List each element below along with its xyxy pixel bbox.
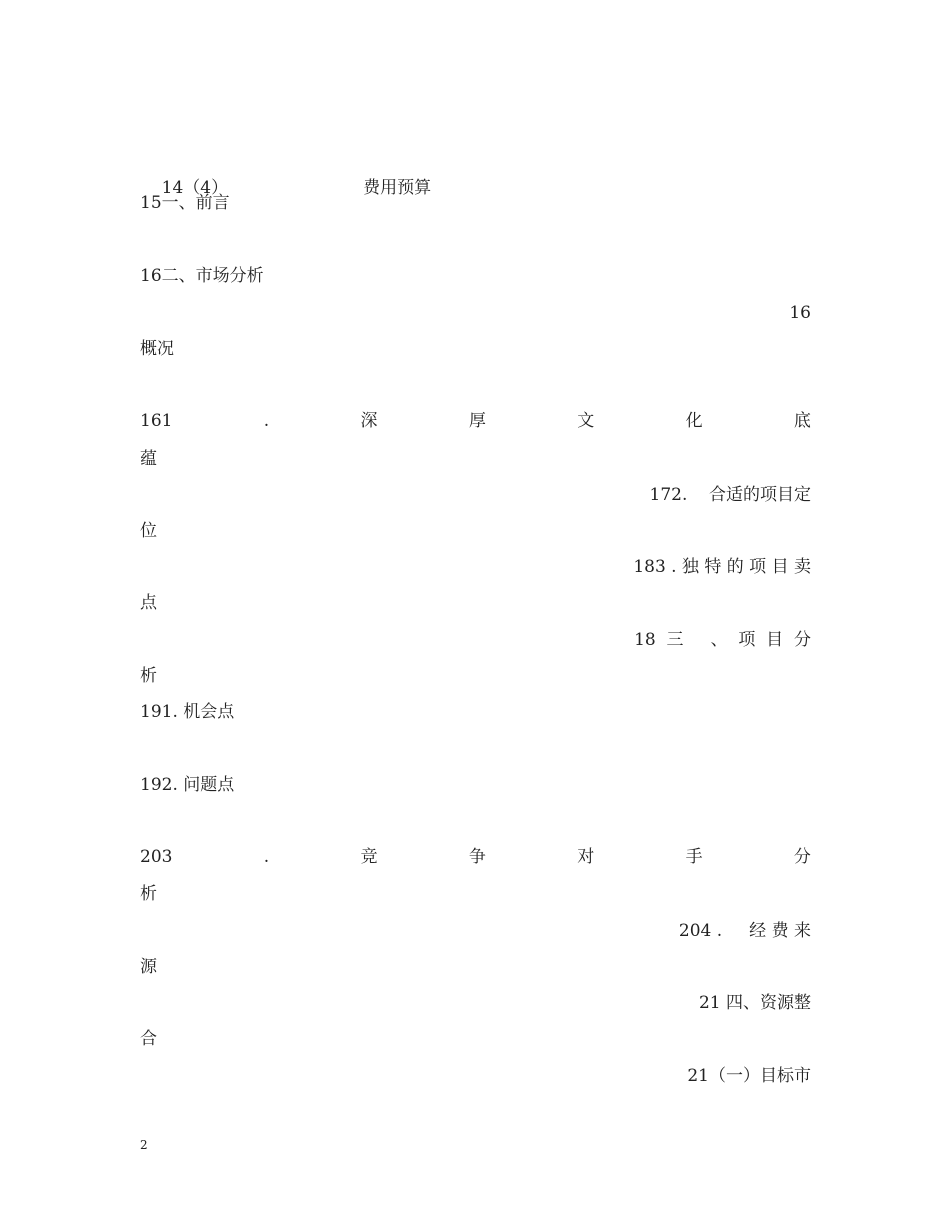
toc-entry-resources: 21 四、资源整	[698, 993, 811, 1013]
toc-entry-target-market: 21（一）目标市	[687, 1066, 811, 1086]
toc-entry-positioning: 172. 合适的项目定	[649, 485, 811, 505]
toc-token: 文	[577, 411, 595, 431]
toc-token: 手	[685, 847, 703, 867]
toc-entry-overview: 概况	[140, 339, 174, 359]
toc-token: 争	[468, 847, 486, 867]
toc-token: 厚	[468, 411, 486, 431]
toc-entry-problem: 192. 问题点	[140, 775, 235, 795]
toc-continuation: 点	[140, 593, 157, 613]
toc-entry-funding: 204 . 经 费 来	[678, 921, 811, 941]
toc-continuation: 位	[140, 521, 157, 541]
toc-entry-selling-point: 183 . 独 特 的 项 目 卖	[633, 557, 811, 577]
toc-token: 对	[577, 847, 595, 867]
toc-page-ref: 16	[789, 303, 811, 323]
toc-token: 深	[360, 411, 378, 431]
toc-entry-culture	[140, 410, 811, 432]
toc-token: .	[263, 847, 270, 867]
toc-token: 203	[140, 847, 173, 867]
toc-continuation: 蕴	[140, 449, 157, 469]
toc-continuation: 析	[140, 884, 157, 904]
toc-entry-project-analysis: 18 三 、 项 目 分	[634, 630, 811, 650]
toc-token: 分	[793, 847, 811, 867]
toc-entry-competitor	[140, 846, 811, 868]
toc-entry-number: 14（4）	[161, 178, 229, 198]
toc-token: 底	[793, 411, 811, 431]
toc-token: 161	[140, 411, 173, 431]
toc-continuation: 源	[140, 957, 157, 977]
toc-token: .	[263, 411, 270, 431]
toc-token: 化	[685, 411, 703, 431]
toc-entry-title: 费用预算	[363, 178, 432, 198]
toc-entry-preface: 15一、前言	[140, 193, 230, 213]
toc-continuation: 析	[140, 666, 157, 686]
toc-entry-market-analysis: 16二、市场分析	[140, 266, 264, 286]
page-number: 2	[140, 1138, 148, 1152]
toc-entry-opportunity: 191. 机会点	[140, 702, 235, 722]
toc-token: 竞	[360, 847, 378, 867]
toc-continuation: 合	[140, 1029, 157, 1049]
